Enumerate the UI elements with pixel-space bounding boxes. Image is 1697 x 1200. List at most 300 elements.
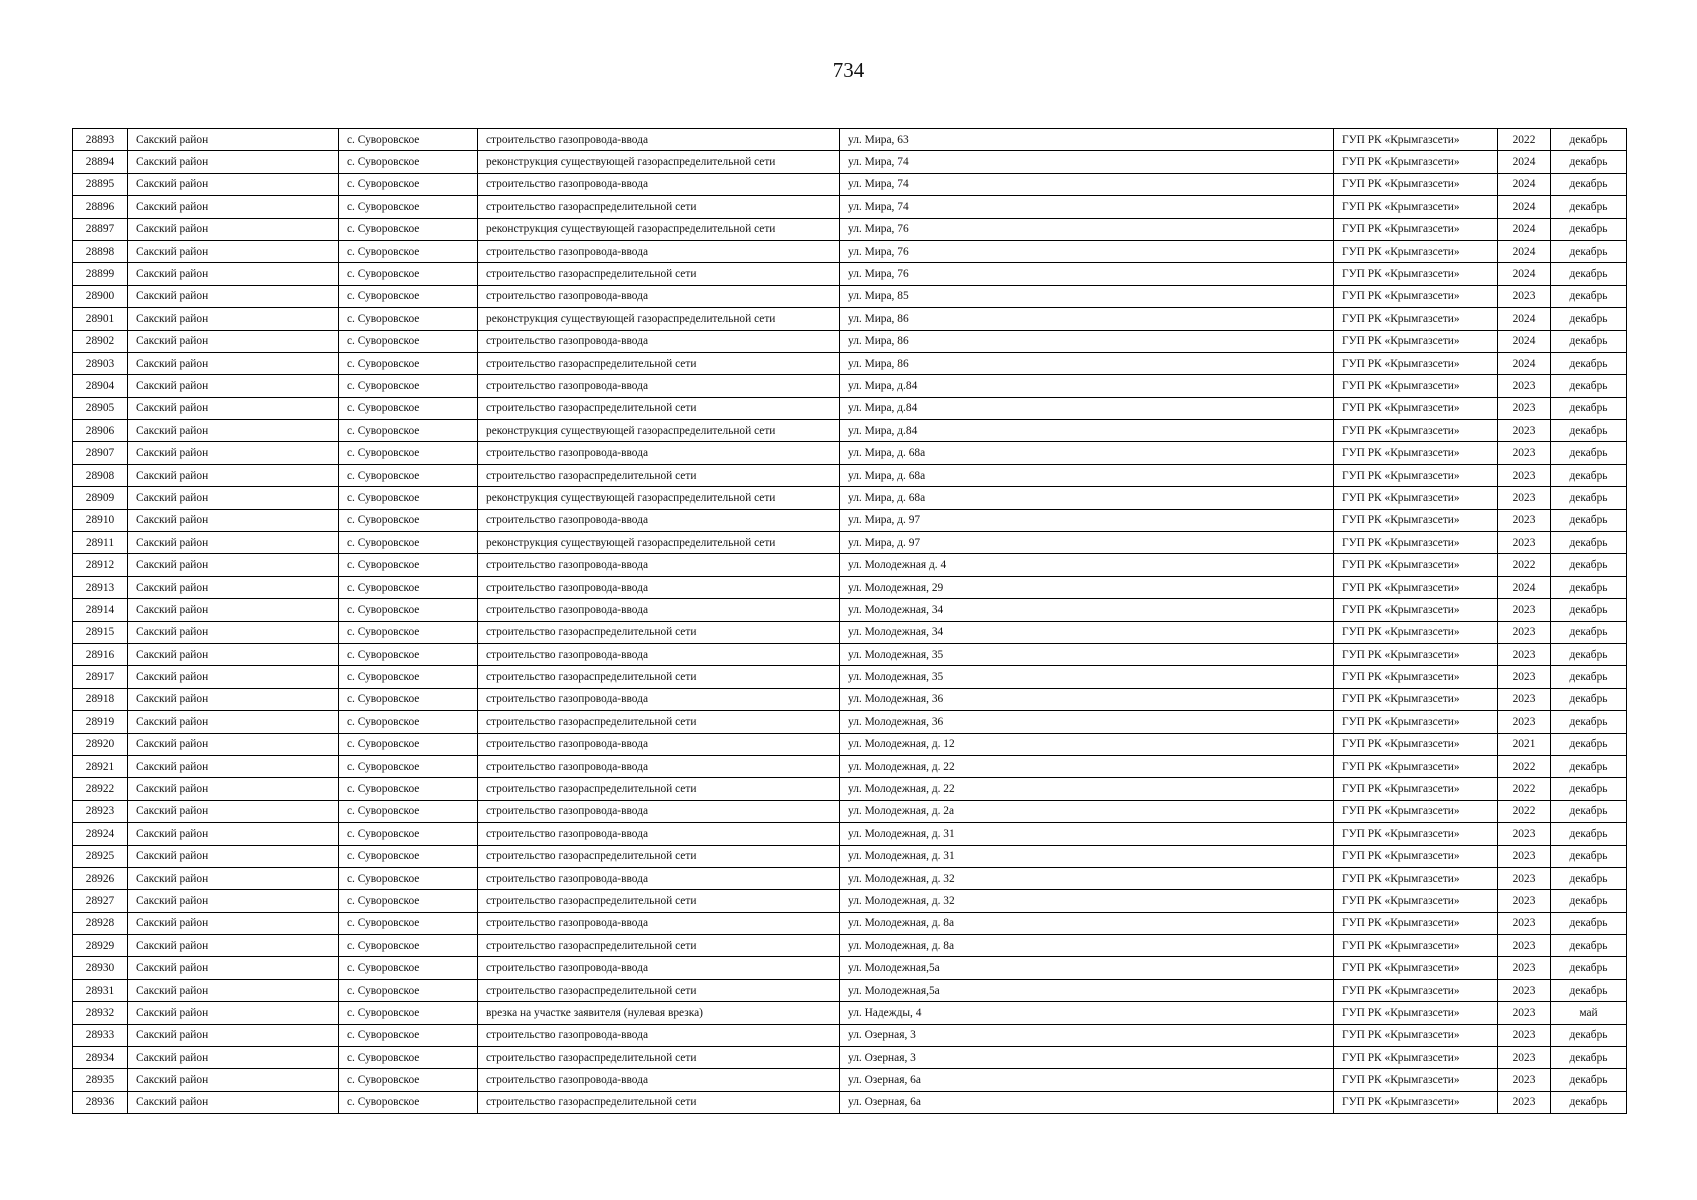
row-number-cell: 28911 xyxy=(73,532,128,554)
address-cell: ул. Молодежная, д. 32 xyxy=(840,890,1334,912)
month-cell: декабрь xyxy=(1551,330,1627,352)
work-type-cell: врезка на участке заявителя (нулевая врезка) xyxy=(478,1002,840,1024)
year-cell: 2024 xyxy=(1498,240,1551,262)
district-cell: Сакский район xyxy=(128,487,339,509)
year-cell: 2023 xyxy=(1498,935,1551,957)
district-cell: Сакский район xyxy=(128,1024,339,1046)
year-cell: 2023 xyxy=(1498,643,1551,665)
year-cell: 2023 xyxy=(1498,397,1551,419)
village-cell: с. Суворовское xyxy=(339,666,478,688)
month-cell: декабрь xyxy=(1551,576,1627,598)
organization-cell: ГУП РК «Крымгазсети» xyxy=(1334,979,1498,1001)
organization-cell: ГУП РК «Крымгазсети» xyxy=(1334,420,1498,442)
table-row xyxy=(73,935,1627,957)
village-cell: с. Суворовское xyxy=(339,890,478,912)
address-cell: ул. Молодежная, 34 xyxy=(840,621,1334,643)
address-cell: ул. Молодежная, д. 8а xyxy=(840,935,1334,957)
village-cell: с. Суворовское xyxy=(339,420,478,442)
row-number-cell: 28895 xyxy=(73,173,128,195)
row-number-cell: 28914 xyxy=(73,599,128,621)
table-row xyxy=(73,442,1627,464)
organization-cell: ГУП РК «Крымгазсети» xyxy=(1334,845,1498,867)
organization-cell: ГУП РК «Крымгазсети» xyxy=(1334,330,1498,352)
organization-cell: ГУП РК «Крымгазсети» xyxy=(1334,890,1498,912)
address-cell: ул. Молодежная, 36 xyxy=(840,688,1334,710)
row-number-cell: 28926 xyxy=(73,867,128,889)
work-type-cell: реконструкция существующей газораспределительной сети xyxy=(478,532,840,554)
table-row xyxy=(73,912,1627,934)
work-type-cell: реконструкция существующей газораспределительной сети xyxy=(478,218,840,240)
table-row xyxy=(73,554,1627,576)
month-cell: декабрь xyxy=(1551,621,1627,643)
district-cell: Сакский район xyxy=(128,173,339,195)
organization-cell: ГУП РК «Крымгазсети» xyxy=(1334,1024,1498,1046)
month-cell: декабрь xyxy=(1551,420,1627,442)
village-cell: с. Суворовское xyxy=(339,308,478,330)
organization-cell: ГУП РК «Крымгазсети» xyxy=(1334,1002,1498,1024)
address-cell: ул. Молодежная, 35 xyxy=(840,666,1334,688)
address-cell: ул. Мира, 63 xyxy=(840,129,1334,151)
month-cell: декабрь xyxy=(1551,643,1627,665)
address-cell: ул. Молодежная, д. 31 xyxy=(840,823,1334,845)
organization-cell: ГУП РК «Крымгазсети» xyxy=(1334,509,1498,531)
district-cell: Сакский район xyxy=(128,1069,339,1091)
month-cell: декабрь xyxy=(1551,442,1627,464)
organization-cell: ГУП РК «Крымгазсети» xyxy=(1334,554,1498,576)
row-number-cell: 28900 xyxy=(73,285,128,307)
village-cell: с. Суворовское xyxy=(339,1024,478,1046)
work-type-cell: строительство газопровода-ввода xyxy=(478,375,840,397)
year-cell: 2023 xyxy=(1498,487,1551,509)
district-cell: Сакский район xyxy=(128,532,339,554)
work-type-cell: строительство газопровода-ввода xyxy=(478,554,840,576)
district-cell: Сакский район xyxy=(128,867,339,889)
organization-cell: ГУП РК «Крымгазсети» xyxy=(1334,397,1498,419)
row-number-cell: 28921 xyxy=(73,755,128,777)
address-cell: ул. Молодежная, 34 xyxy=(840,599,1334,621)
table-row xyxy=(73,867,1627,889)
address-cell: ул. Молодежная, д. 12 xyxy=(840,733,1334,755)
year-cell: 2024 xyxy=(1498,173,1551,195)
district-cell: Сакский район xyxy=(128,778,339,800)
address-cell: ул. Мира, 85 xyxy=(840,285,1334,307)
table-row xyxy=(73,308,1627,330)
row-number-cell: 28902 xyxy=(73,330,128,352)
district-cell: Сакский район xyxy=(128,420,339,442)
month-cell: декабрь xyxy=(1551,845,1627,867)
address-cell: ул. Мира, д.84 xyxy=(840,375,1334,397)
address-cell: ул. Мира, 76 xyxy=(840,240,1334,262)
work-type-cell: строительство газораспределительной сети xyxy=(478,711,840,733)
district-cell: Сакский район xyxy=(128,375,339,397)
district-cell: Сакский район xyxy=(128,957,339,979)
work-type-cell: строительство газораспределительной сети xyxy=(478,352,840,374)
row-number-cell: 28929 xyxy=(73,935,128,957)
address-cell: ул. Молодежная, 29 xyxy=(840,576,1334,598)
table-row xyxy=(73,688,1627,710)
row-number-cell: 28922 xyxy=(73,778,128,800)
organization-cell: ГУП РК «Крымгазсети» xyxy=(1334,778,1498,800)
work-type-cell: строительство газораспределительной сети xyxy=(478,196,840,218)
work-type-cell: строительство газораспределительной сети xyxy=(478,845,840,867)
table-row xyxy=(73,1047,1627,1069)
row-number-cell: 28908 xyxy=(73,464,128,486)
work-type-cell: строительство газопровода-ввода xyxy=(478,867,840,889)
work-type-cell: строительство газопровода-ввода xyxy=(478,912,840,934)
table-row xyxy=(73,420,1627,442)
organization-cell: ГУП РК «Крымгазсети» xyxy=(1334,129,1498,151)
row-number-cell: 28928 xyxy=(73,912,128,934)
work-type-cell: строительство газораспределительной сети xyxy=(478,935,840,957)
work-type-cell: строительство газопровода-ввода xyxy=(478,240,840,262)
district-cell: Сакский район xyxy=(128,129,339,151)
village-cell: с. Суворовское xyxy=(339,867,478,889)
address-cell: ул. Озерная, 3 xyxy=(840,1047,1334,1069)
row-number-cell: 28919 xyxy=(73,711,128,733)
address-cell: ул. Молодежная, д. 32 xyxy=(840,867,1334,889)
work-type-cell: строительство газораспределительной сети xyxy=(478,1091,840,1113)
table-row xyxy=(73,755,1627,777)
village-cell: с. Суворовское xyxy=(339,733,478,755)
year-cell: 2023 xyxy=(1498,599,1551,621)
work-type-cell: реконструкция существующей газораспределительной сети xyxy=(478,151,840,173)
organization-cell: ГУП РК «Крымгазсети» xyxy=(1334,867,1498,889)
month-cell: декабрь xyxy=(1551,263,1627,285)
district-cell: Сакский район xyxy=(128,666,339,688)
year-cell: 2023 xyxy=(1498,666,1551,688)
row-number-cell: 28920 xyxy=(73,733,128,755)
table-row xyxy=(73,218,1627,240)
district-cell: Сакский район xyxy=(128,196,339,218)
work-type-cell: строительство газопровода-ввода xyxy=(478,1024,840,1046)
work-type-cell: строительство газопровода-ввода xyxy=(478,576,840,598)
row-number-cell: 28894 xyxy=(73,151,128,173)
address-cell: ул. Молодежная,5а xyxy=(840,957,1334,979)
village-cell: с. Суворовское xyxy=(339,487,478,509)
row-number-cell: 28898 xyxy=(73,240,128,262)
district-cell: Сакский район xyxy=(128,442,339,464)
village-cell: с. Суворовское xyxy=(339,912,478,934)
work-type-cell: реконструкция существующей газораспределительной сети xyxy=(478,308,840,330)
organization-cell: ГУП РК «Крымгазсети» xyxy=(1334,442,1498,464)
organization-cell: ГУП РК «Крымгазсети» xyxy=(1334,935,1498,957)
year-cell: 2023 xyxy=(1498,890,1551,912)
address-cell: ул. Молодежная, д. 8а xyxy=(840,912,1334,934)
year-cell: 2023 xyxy=(1498,867,1551,889)
address-cell: ул. Мира, 86 xyxy=(840,352,1334,374)
organization-cell: ГУП РК «Крымгазсети» xyxy=(1334,487,1498,509)
organization-cell: ГУП РК «Крымгазсети» xyxy=(1334,599,1498,621)
row-number-cell: 28924 xyxy=(73,823,128,845)
village-cell: с. Суворовское xyxy=(339,196,478,218)
address-cell: ул. Мира, 86 xyxy=(840,308,1334,330)
address-cell: ул. Мира, 76 xyxy=(840,263,1334,285)
year-cell: 2022 xyxy=(1498,755,1551,777)
month-cell: декабрь xyxy=(1551,957,1627,979)
organization-cell: ГУП РК «Крымгазсети» xyxy=(1334,957,1498,979)
month-cell: декабрь xyxy=(1551,935,1627,957)
work-type-cell: строительство газораспределительной сети xyxy=(478,464,840,486)
row-number-cell: 28899 xyxy=(73,263,128,285)
district-cell: Сакский район xyxy=(128,554,339,576)
month-cell: декабрь xyxy=(1551,733,1627,755)
village-cell: с. Суворовское xyxy=(339,643,478,665)
address-cell: ул. Мира, 74 xyxy=(840,151,1334,173)
year-cell: 2024 xyxy=(1498,151,1551,173)
work-type-cell: строительство газопровода-ввода xyxy=(478,129,840,151)
district-cell: Сакский район xyxy=(128,979,339,1001)
month-cell: декабрь xyxy=(1551,173,1627,195)
row-number-cell: 28896 xyxy=(73,196,128,218)
village-cell: с. Суворовское xyxy=(339,464,478,486)
month-cell: декабрь xyxy=(1551,151,1627,173)
address-cell: ул. Озерная, 6а xyxy=(840,1069,1334,1091)
table-row xyxy=(73,800,1627,822)
month-cell: декабрь xyxy=(1551,554,1627,576)
village-cell: с. Суворовское xyxy=(339,397,478,419)
table-row xyxy=(73,733,1627,755)
district-cell: Сакский район xyxy=(128,621,339,643)
table-row xyxy=(73,1069,1627,1091)
month-cell: декабрь xyxy=(1551,196,1627,218)
month-cell: декабрь xyxy=(1551,1047,1627,1069)
organization-cell: ГУП РК «Крымгазсети» xyxy=(1334,196,1498,218)
district-cell: Сакский район xyxy=(128,240,339,262)
table-row xyxy=(73,397,1627,419)
village-cell: с. Суворовское xyxy=(339,218,478,240)
year-cell: 2021 xyxy=(1498,733,1551,755)
district-cell: Сакский район xyxy=(128,151,339,173)
row-number-cell: 28907 xyxy=(73,442,128,464)
month-cell: декабрь xyxy=(1551,397,1627,419)
village-cell: с. Суворовское xyxy=(339,823,478,845)
row-number-cell: 28901 xyxy=(73,308,128,330)
work-type-cell: строительство газопровода-ввода xyxy=(478,733,840,755)
work-type-cell: строительство газопровода-ввода xyxy=(478,442,840,464)
work-type-cell: строительство газораспределительной сети xyxy=(478,778,840,800)
address-cell: ул. Мира, 74 xyxy=(840,173,1334,195)
table-row xyxy=(73,173,1627,195)
row-number-cell: 28916 xyxy=(73,643,128,665)
month-cell: декабрь xyxy=(1551,800,1627,822)
month-cell: декабрь xyxy=(1551,218,1627,240)
organization-cell: ГУП РК «Крымгазсети» xyxy=(1334,464,1498,486)
organization-cell: ГУП РК «Крымгазсети» xyxy=(1334,666,1498,688)
address-cell: ул. Мира, д. 97 xyxy=(840,509,1334,531)
organization-cell: ГУП РК «Крымгазсети» xyxy=(1334,688,1498,710)
address-cell: ул. Озерная, 6а xyxy=(840,1091,1334,1113)
year-cell: 2023 xyxy=(1498,957,1551,979)
village-cell: с. Суворовское xyxy=(339,800,478,822)
work-type-cell: строительство газопровода-ввода xyxy=(478,173,840,195)
village-cell: с. Суворовское xyxy=(339,1047,478,1069)
village-cell: с. Суворовское xyxy=(339,979,478,1001)
year-cell: 2022 xyxy=(1498,778,1551,800)
row-number-cell: 28925 xyxy=(73,845,128,867)
table-row xyxy=(73,375,1627,397)
month-cell: декабрь xyxy=(1551,867,1627,889)
row-number-cell: 28913 xyxy=(73,576,128,598)
organization-cell: ГУП РК «Крымгазсети» xyxy=(1334,643,1498,665)
row-number-cell: 28904 xyxy=(73,375,128,397)
district-cell: Сакский район xyxy=(128,464,339,486)
work-type-cell: строительство газораспределительной сети xyxy=(478,263,840,285)
district-cell: Сакский район xyxy=(128,308,339,330)
year-cell: 2024 xyxy=(1498,330,1551,352)
year-cell: 2023 xyxy=(1498,1091,1551,1113)
row-number-cell: 28905 xyxy=(73,397,128,419)
village-cell: с. Суворовское xyxy=(339,352,478,374)
organization-cell: ГУП РК «Крымгазсети» xyxy=(1334,308,1498,330)
village-cell: с. Суворовское xyxy=(339,532,478,554)
year-cell: 2024 xyxy=(1498,218,1551,240)
year-cell: 2023 xyxy=(1498,912,1551,934)
year-cell: 2023 xyxy=(1498,532,1551,554)
row-number-cell: 28931 xyxy=(73,979,128,1001)
village-cell: с. Суворовское xyxy=(339,1002,478,1024)
work-type-cell: строительство газораспределительной сети xyxy=(478,1047,840,1069)
row-number-cell: 28903 xyxy=(73,352,128,374)
work-type-cell: строительство газопровода-ввода xyxy=(478,688,840,710)
year-cell: 2023 xyxy=(1498,1002,1551,1024)
table-row xyxy=(73,509,1627,531)
row-number-cell: 28927 xyxy=(73,890,128,912)
work-type-cell: строительство газопровода-ввода xyxy=(478,643,840,665)
village-cell: с. Суворовское xyxy=(339,509,478,531)
month-cell: декабрь xyxy=(1551,464,1627,486)
year-cell: 2024 xyxy=(1498,352,1551,374)
village-cell: с. Суворовское xyxy=(339,554,478,576)
year-cell: 2023 xyxy=(1498,464,1551,486)
address-cell: ул. Мира, д.84 xyxy=(840,420,1334,442)
organization-cell: ГУП РК «Крымгазсети» xyxy=(1334,711,1498,733)
table-row xyxy=(73,957,1627,979)
village-cell: с. Суворовское xyxy=(339,1091,478,1113)
organization-cell: ГУП РК «Крымгазсети» xyxy=(1334,218,1498,240)
row-number-cell: 28923 xyxy=(73,800,128,822)
district-cell: Сакский район xyxy=(128,576,339,598)
organization-cell: ГУП РК «Крымгазсети» xyxy=(1334,576,1498,598)
work-type-cell: строительство газопровода-ввода xyxy=(478,755,840,777)
village-cell: с. Суворовское xyxy=(339,375,478,397)
table-row xyxy=(73,643,1627,665)
village-cell: с. Суворовское xyxy=(339,240,478,262)
row-number-cell: 28934 xyxy=(73,1047,128,1069)
table-row xyxy=(73,464,1627,486)
month-cell: декабрь xyxy=(1551,352,1627,374)
year-cell: 2023 xyxy=(1498,442,1551,464)
month-cell: май xyxy=(1551,1002,1627,1024)
year-cell: 2023 xyxy=(1498,979,1551,1001)
gasification-table xyxy=(72,128,1627,1114)
village-cell: с. Суворовское xyxy=(339,129,478,151)
work-type-cell: строительство газопровода-ввода xyxy=(478,285,840,307)
address-cell: ул. Мира, 86 xyxy=(840,330,1334,352)
row-number-cell: 28910 xyxy=(73,509,128,531)
row-number-cell: 28933 xyxy=(73,1024,128,1046)
year-cell: 2023 xyxy=(1498,711,1551,733)
work-type-cell: строительство газопровода-ввода xyxy=(478,509,840,531)
address-cell: ул. Мира, 74 xyxy=(840,196,1334,218)
work-type-cell: реконструкция существующей газораспределительной сети xyxy=(478,420,840,442)
address-cell: ул. Молодежная,5а xyxy=(840,979,1334,1001)
year-cell: 2024 xyxy=(1498,308,1551,330)
district-cell: Сакский район xyxy=(128,733,339,755)
organization-cell: ГУП РК «Крымгазсети» xyxy=(1334,352,1498,374)
village-cell: с. Суворовское xyxy=(339,1069,478,1091)
table-row xyxy=(73,1002,1627,1024)
district-cell: Сакский район xyxy=(128,218,339,240)
table-row xyxy=(73,599,1627,621)
address-cell: ул. Мира, 76 xyxy=(840,218,1334,240)
district-cell: Сакский район xyxy=(128,890,339,912)
table-row xyxy=(73,151,1627,173)
work-type-cell: строительство газораспределительной сети xyxy=(478,979,840,1001)
year-cell: 2022 xyxy=(1498,800,1551,822)
organization-cell: ГУП РК «Крымгазсети» xyxy=(1334,800,1498,822)
address-cell: ул. Молодежная д. 4 xyxy=(840,554,1334,576)
year-cell: 2024 xyxy=(1498,576,1551,598)
month-cell: декабрь xyxy=(1551,285,1627,307)
table-row xyxy=(73,711,1627,733)
month-cell: декабрь xyxy=(1551,532,1627,554)
table-row xyxy=(73,823,1627,845)
organization-cell: ГУП РК «Крымгазсети» xyxy=(1334,240,1498,262)
year-cell: 2023 xyxy=(1498,375,1551,397)
row-number-cell: 28935 xyxy=(73,1069,128,1091)
table-row xyxy=(73,890,1627,912)
month-cell: декабрь xyxy=(1551,487,1627,509)
address-cell: ул. Озерная, 3 xyxy=(840,1024,1334,1046)
year-cell: 2022 xyxy=(1498,129,1551,151)
month-cell: декабрь xyxy=(1551,778,1627,800)
row-number-cell: 28909 xyxy=(73,487,128,509)
district-cell: Сакский район xyxy=(128,352,339,374)
year-cell: 2023 xyxy=(1498,845,1551,867)
organization-cell: ГУП РК «Крымгазсети» xyxy=(1334,1091,1498,1113)
address-cell: ул. Молодежная, 36 xyxy=(840,711,1334,733)
year-cell: 2023 xyxy=(1498,285,1551,307)
work-type-cell: строительство газопровода-ввода xyxy=(478,599,840,621)
month-cell: декабрь xyxy=(1551,129,1627,151)
table-row xyxy=(73,576,1627,598)
village-cell: с. Суворовское xyxy=(339,576,478,598)
table-row xyxy=(73,330,1627,352)
district-cell: Сакский район xyxy=(128,1047,339,1069)
work-type-cell: строительство газопровода-ввода xyxy=(478,800,840,822)
organization-cell: ГУП РК «Крымгазсети» xyxy=(1334,263,1498,285)
village-cell: с. Суворовское xyxy=(339,442,478,464)
month-cell: декабрь xyxy=(1551,375,1627,397)
table-row xyxy=(73,129,1627,151)
village-cell: с. Суворовское xyxy=(339,330,478,352)
address-cell: ул. Мира, д. 68а xyxy=(840,487,1334,509)
row-number-cell: 28912 xyxy=(73,554,128,576)
district-cell: Сакский район xyxy=(128,688,339,710)
address-cell: ул. Молодежная, д. 22 xyxy=(840,778,1334,800)
row-number-cell: 28930 xyxy=(73,957,128,979)
month-cell: декабрь xyxy=(1551,240,1627,262)
district-cell: Сакский район xyxy=(128,285,339,307)
month-cell: декабрь xyxy=(1551,890,1627,912)
year-cell: 2024 xyxy=(1498,196,1551,218)
row-number-cell: 28893 xyxy=(73,129,128,151)
work-type-cell: строительство газораспределительной сети xyxy=(478,621,840,643)
table-row xyxy=(73,196,1627,218)
district-cell: Сакский район xyxy=(128,599,339,621)
work-type-cell: строительство газопровода-ввода xyxy=(478,823,840,845)
address-cell: ул. Надежды, 4 xyxy=(840,1002,1334,1024)
